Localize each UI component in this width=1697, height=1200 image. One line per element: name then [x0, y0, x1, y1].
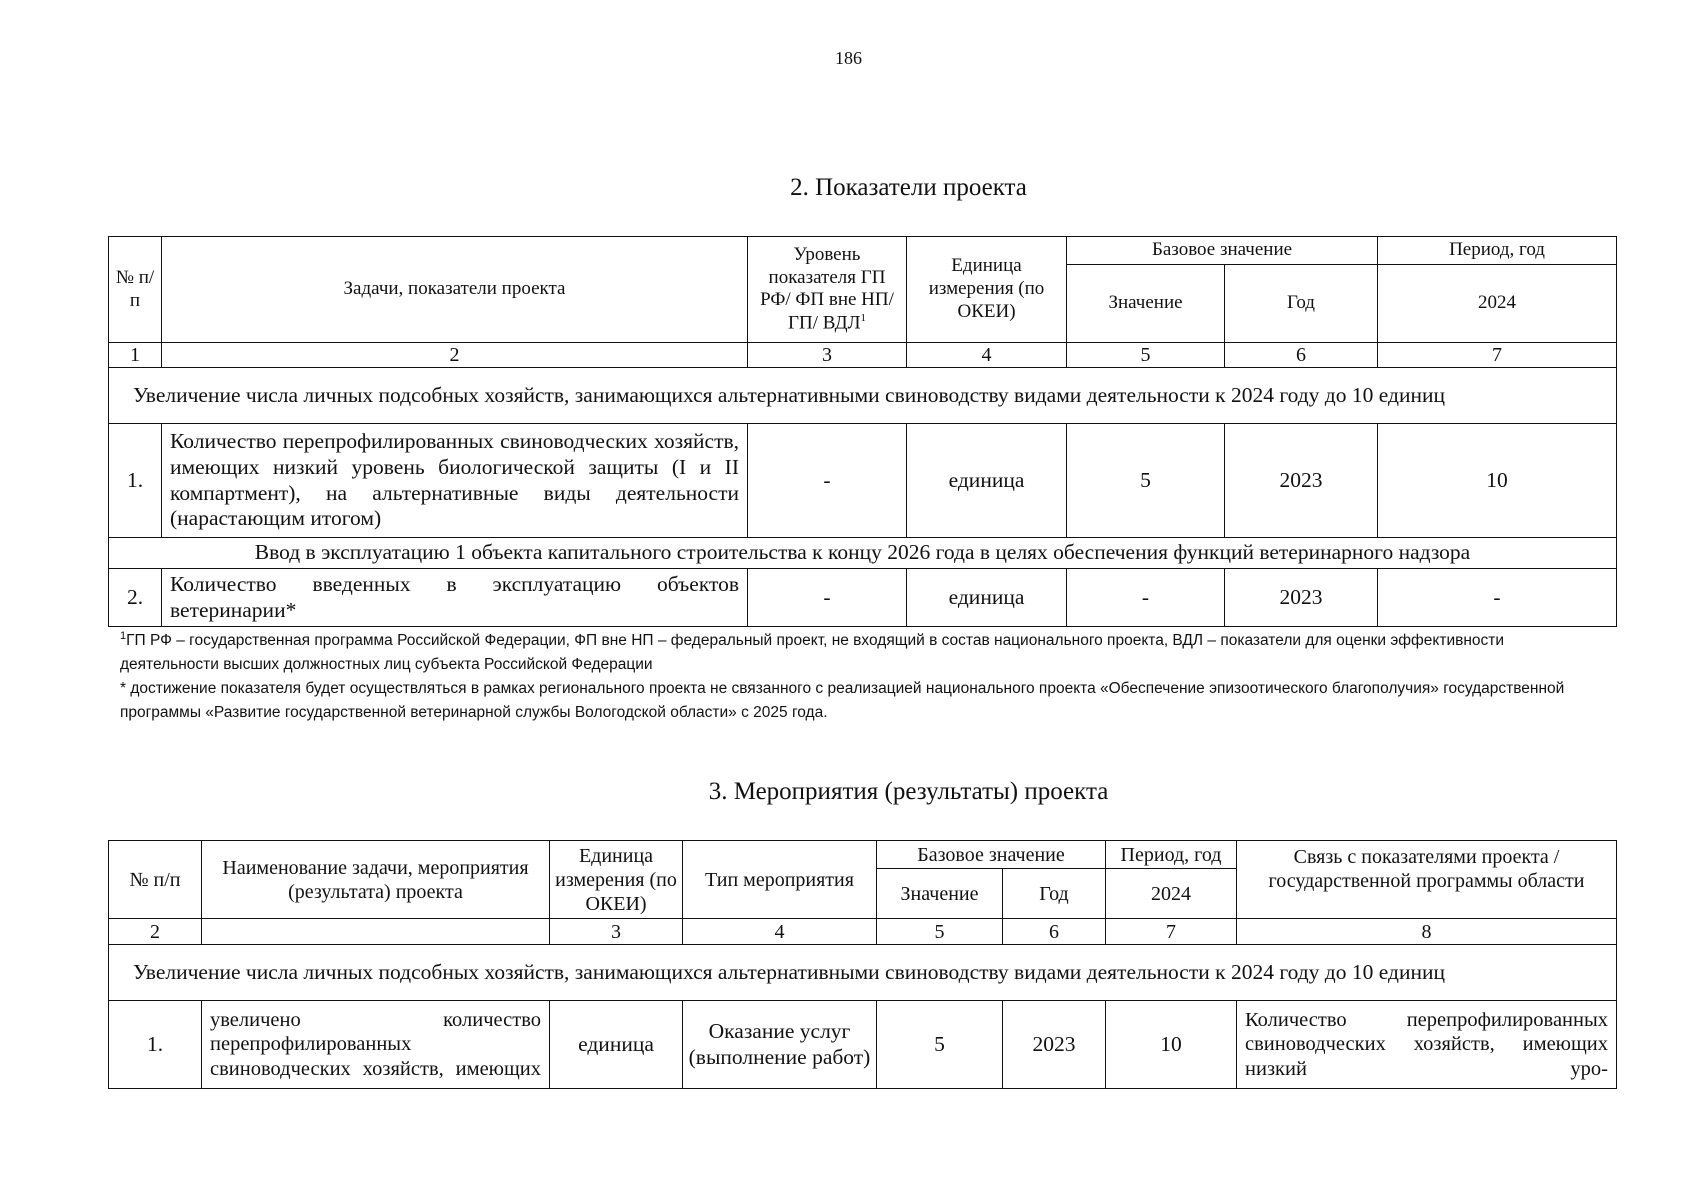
footnotes	[120, 624, 1600, 725]
footnote-1	[120, 624, 1600, 677]
col-number: 4	[683, 919, 877, 945]
activity-period: 10	[1106, 1001, 1237, 1089]
indicator-value: -	[1067, 568, 1225, 627]
indicator-value: 5	[1067, 424, 1225, 538]
header-period: Период, год	[1378, 237, 1617, 265]
indicator-name: Количество введенных в эксплуатацию объектов ветеринарии*	[162, 568, 748, 627]
footnote-1-mark: 1	[120, 630, 127, 642]
indicator-year: 2023	[1225, 424, 1378, 538]
col-number: 6	[1225, 343, 1378, 368]
page-number: 186	[835, 48, 862, 68]
header-year: Год	[1003, 869, 1106, 919]
footnote-1-text: ГП РФ – государственная программа Российской Федерации, ФП вне НП – федеральный проект, не входящий в состав национального проекта, ВДЛ – показатели для оценки эффективности деятельности высших должностных лиц субъекта Российской Федерации	[120, 632, 1505, 674]
activity-name: увеличено количество перепрофилированных свиноводческих хозяйств, имеющих	[202, 1001, 550, 1089]
indicator-level: -	[748, 568, 907, 627]
header-name: Наименование задачи, мероприятия (результата) проекта	[202, 841, 550, 919]
activity-unit: единица	[550, 1001, 683, 1089]
header-level-text: Уровень показателя ГП РФ/ ФП вне НП/ГП/ ВДЛ	[760, 243, 894, 334]
col-number: 5	[1067, 343, 1225, 368]
col-number: 2	[109, 919, 202, 945]
indicator-unit: единица	[907, 424, 1067, 538]
header-period-year: 2024	[1106, 869, 1237, 919]
indicators-table	[108, 236, 1617, 627]
header-base: Базовое значение	[1067, 237, 1378, 265]
header-year: Год	[1225, 265, 1378, 343]
header-period: Период, год	[1106, 841, 1237, 869]
col-number: 3	[550, 919, 683, 945]
col-number: 7	[1106, 919, 1237, 945]
header-base: Базовое значение	[877, 841, 1106, 869]
indicator-name: Количество перепрофилированных свиноводческих хозяйств, имеющих низкий уровень биологической защиты (I и II компартмент), на альтернативные виды деятельности (нарастающим итогом)	[162, 424, 748, 538]
indicator-period: 10	[1378, 424, 1617, 538]
col-number	[202, 919, 550, 945]
task-group-row: Ввод в эксплуатацию 1 объекта капитального строительства к концу 2026 года в целях обеспечения функций ветеринарного надзора	[109, 538, 1617, 569]
activity-value: 5	[877, 1001, 1003, 1089]
activity-link: Количество перепрофилированных свиноводческих хозяйств, имеющих низкий уро-	[1237, 1001, 1617, 1089]
header-value: Значение	[1067, 265, 1225, 343]
row-num: 1.	[109, 424, 162, 538]
indicator-level: -	[748, 424, 907, 538]
indicator-unit: единица	[907, 568, 1067, 627]
header-link: Связь с показателями проекта / государственной программы области	[1237, 841, 1617, 919]
indicator-period: -	[1378, 568, 1617, 627]
header-value: Значение	[877, 869, 1003, 919]
header-level	[748, 237, 907, 343]
col-number: 7	[1378, 343, 1617, 368]
header-unit: Единица измерения (по ОКЕИ)	[550, 841, 683, 919]
task-group-row: Увеличение числа личных подсобных хозяйств, занимающихся альтернативными свиноводству видами деятельности к 2024 году до 10 единиц	[109, 368, 1617, 424]
col-number: 2	[162, 343, 748, 368]
header-num: № п/п	[109, 237, 162, 343]
col-number: 4	[907, 343, 1067, 368]
header-period-year: 2024	[1378, 265, 1617, 343]
section-title-activities: 3. Мероприятия (результаты) проекта	[708, 778, 1109, 805]
row-num: 2.	[109, 568, 162, 627]
header-num: № п/п	[109, 841, 202, 919]
indicator-year: 2023	[1225, 568, 1378, 627]
col-number: 5	[877, 919, 1003, 945]
col-number: 8	[1237, 919, 1617, 945]
footnote-2: * достижение показателя будет осуществляться в рамках регионального проекта не связанного с реализацией национального проекта «Обеспечение эпизоотического благополучия» государственной программы «Развитие государственной ветеринарной службы Вологодской области» с 2025 года.	[120, 680, 1565, 722]
header-type: Тип мероприятия	[683, 841, 877, 919]
header-unit: Единица измерения (по ОКЕИ)	[907, 237, 1067, 343]
section-title-indicators: 2. Показатели проекта	[790, 174, 1027, 201]
col-number: 1	[109, 343, 162, 368]
activities-table	[108, 840, 1617, 1089]
footnote-ref: 1	[860, 312, 867, 325]
col-number: 3	[748, 343, 907, 368]
col-number: 6	[1003, 919, 1106, 945]
header-tasks: Задачи, показатели проекта	[162, 237, 748, 343]
activity-type: Оказание услуг (выполнение работ)	[683, 1001, 877, 1089]
row-num: 1.	[109, 1001, 202, 1089]
task-group-row: Увеличение числа личных подсобных хозяйств, занимающихся альтернативными свиноводству видами деятельности к 2024 году до 10 единиц	[109, 945, 1617, 1001]
activity-year: 2023	[1003, 1001, 1106, 1089]
